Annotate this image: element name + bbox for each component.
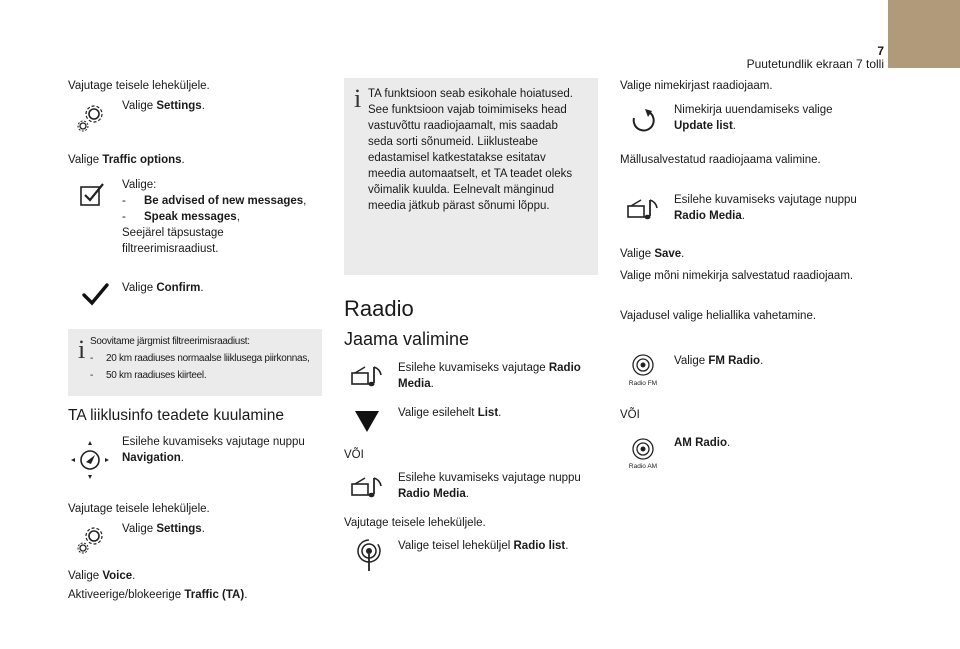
option-speak: - Speak messages, — [122, 211, 240, 223]
radio-media-line1: Esilehe kuvamiseks vajutage nuppu — [674, 194, 857, 206]
nav-text-line2: Navigation. — [122, 452, 184, 464]
step-confirm: Valige Confirm. — [122, 282, 204, 294]
update-list-line2: Update list. — [674, 120, 736, 132]
antenna-icon — [630, 436, 656, 462]
note-line: vastuvõttu raadiojaamalt, mis saadab — [368, 120, 558, 132]
note-text — [368, 86, 573, 214]
nav-text-line1: Esilehe kuvamiseks vajutage nuppu — [122, 436, 305, 448]
checkmark-icon — [80, 279, 110, 309]
radio-media-line1: Esilehe kuvamiseks vajutage Radio — [398, 362, 581, 374]
or-text: VÕI — [620, 409, 640, 421]
radio-media-icon — [350, 474, 384, 504]
settings-gears-icon — [76, 525, 106, 555]
instruction-text: Vajutage teisele leheküljele. — [68, 80, 210, 92]
instruction-text: Vajadusel valige heliallika vahetamine. — [620, 310, 817, 322]
note-line: võimalik kuulda. Eelnevalt mänginud — [368, 184, 555, 196]
step-voice: Valige Voice. — [68, 570, 136, 582]
radio-am-icon-label: Radio AM — [628, 463, 658, 470]
info-icon: i — [78, 335, 86, 364]
navigation-compass-icon — [70, 440, 110, 480]
radio-media-line2: Radio Media. — [674, 210, 745, 222]
note-line: Soovitame järgmist filtreerimisraadiust: — [90, 336, 250, 347]
step-traffic-options: Valige Traffic options. — [68, 154, 185, 166]
note-line: meedia jätkub pärast sõnumi lõppu. — [368, 200, 550, 212]
radio-fm-icon-label: Radio FM — [628, 380, 658, 387]
refresh-icon — [628, 106, 658, 136]
step-fm-radio: Valige FM Radio. — [674, 355, 764, 367]
instruction-text: Valige nimekirjast raadiojaam. — [620, 80, 773, 92]
radio-media-line2: Media. — [398, 378, 434, 390]
update-list-line1: Nimekirja uuendamiseks valige — [674, 104, 833, 116]
step-settings: Valige Settings. — [122, 100, 205, 112]
radio-media-icon — [350, 363, 384, 393]
section-heading: TA liiklusinfo teadete kuulamine — [68, 407, 284, 424]
settings-gears-icon — [76, 103, 106, 133]
instruction-text: Vajutage teisele leheküljele. — [68, 503, 210, 515]
step-settings: Valige Settings. — [122, 523, 205, 535]
radio-media-line1: Esilehe kuvamiseks vajutage nuppu — [398, 472, 581, 484]
subheading: Jaama valimine — [344, 329, 470, 349]
option-radius-line2: filtreerimisraadiust. — [122, 243, 219, 255]
note-line: meedia automaatselt, et TA teadet oleks — [368, 168, 573, 180]
instruction-text: Mällusalvestatud raadiojaama valimine. — [620, 154, 821, 166]
chapter-tab — [888, 0, 960, 68]
section-title: Puutetundlik ekraan 7 tolli — [746, 57, 884, 71]
options-intro: Valige: — [122, 179, 157, 191]
step-list: Valige esilehelt List. — [398, 407, 502, 419]
instruction-text: Vajutage teisele leheküljele. — [344, 517, 486, 529]
antenna-icon — [354, 538, 384, 572]
note-line: edastamisel katkestatakse esitatav — [368, 152, 546, 164]
note-line: See funktsioon vajab toimimiseks head — [368, 104, 567, 116]
option-radius-line1: Seejärel täpsustage — [122, 227, 224, 239]
note-line: - 20 km raadiuses normaalse liiklusega piirkonnas, — [90, 353, 310, 364]
step-am-radio: AM Radio. — [674, 437, 731, 449]
note-line: seda sorti sõnumeid. Liiklusteabe — [368, 136, 539, 148]
antenna-icon — [630, 352, 656, 378]
info-icon: i — [354, 84, 362, 113]
option-advised: - Be advised of new messages, — [122, 195, 307, 207]
page-heading: Raadio — [344, 296, 414, 321]
note-line: TA funktsioon seab esikohale hoiatused. — [368, 88, 574, 100]
step-traffic-ta: Aktiveerige/blokeerige Traffic (TA). — [68, 589, 248, 601]
info-note-radius — [68, 329, 322, 396]
or-text: VÕI — [344, 449, 364, 461]
radio-media-line2: Radio Media. — [398, 488, 469, 500]
page-number: 7 — [877, 44, 884, 58]
checkbox-icon — [78, 180, 108, 210]
step-save: Valige Save. — [620, 248, 685, 260]
note-line: - 50 km raadiuses kiirteel. — [90, 370, 207, 381]
radio-media-icon — [626, 196, 660, 226]
info-note-ta — [344, 78, 598, 275]
list-arrow-icon — [354, 408, 380, 434]
instruction-text: Valige mõni nimekirja salvestatud raadiojaam. — [620, 270, 854, 282]
step-radio-list: Valige teisel leheküljel Radio list. — [398, 540, 569, 552]
